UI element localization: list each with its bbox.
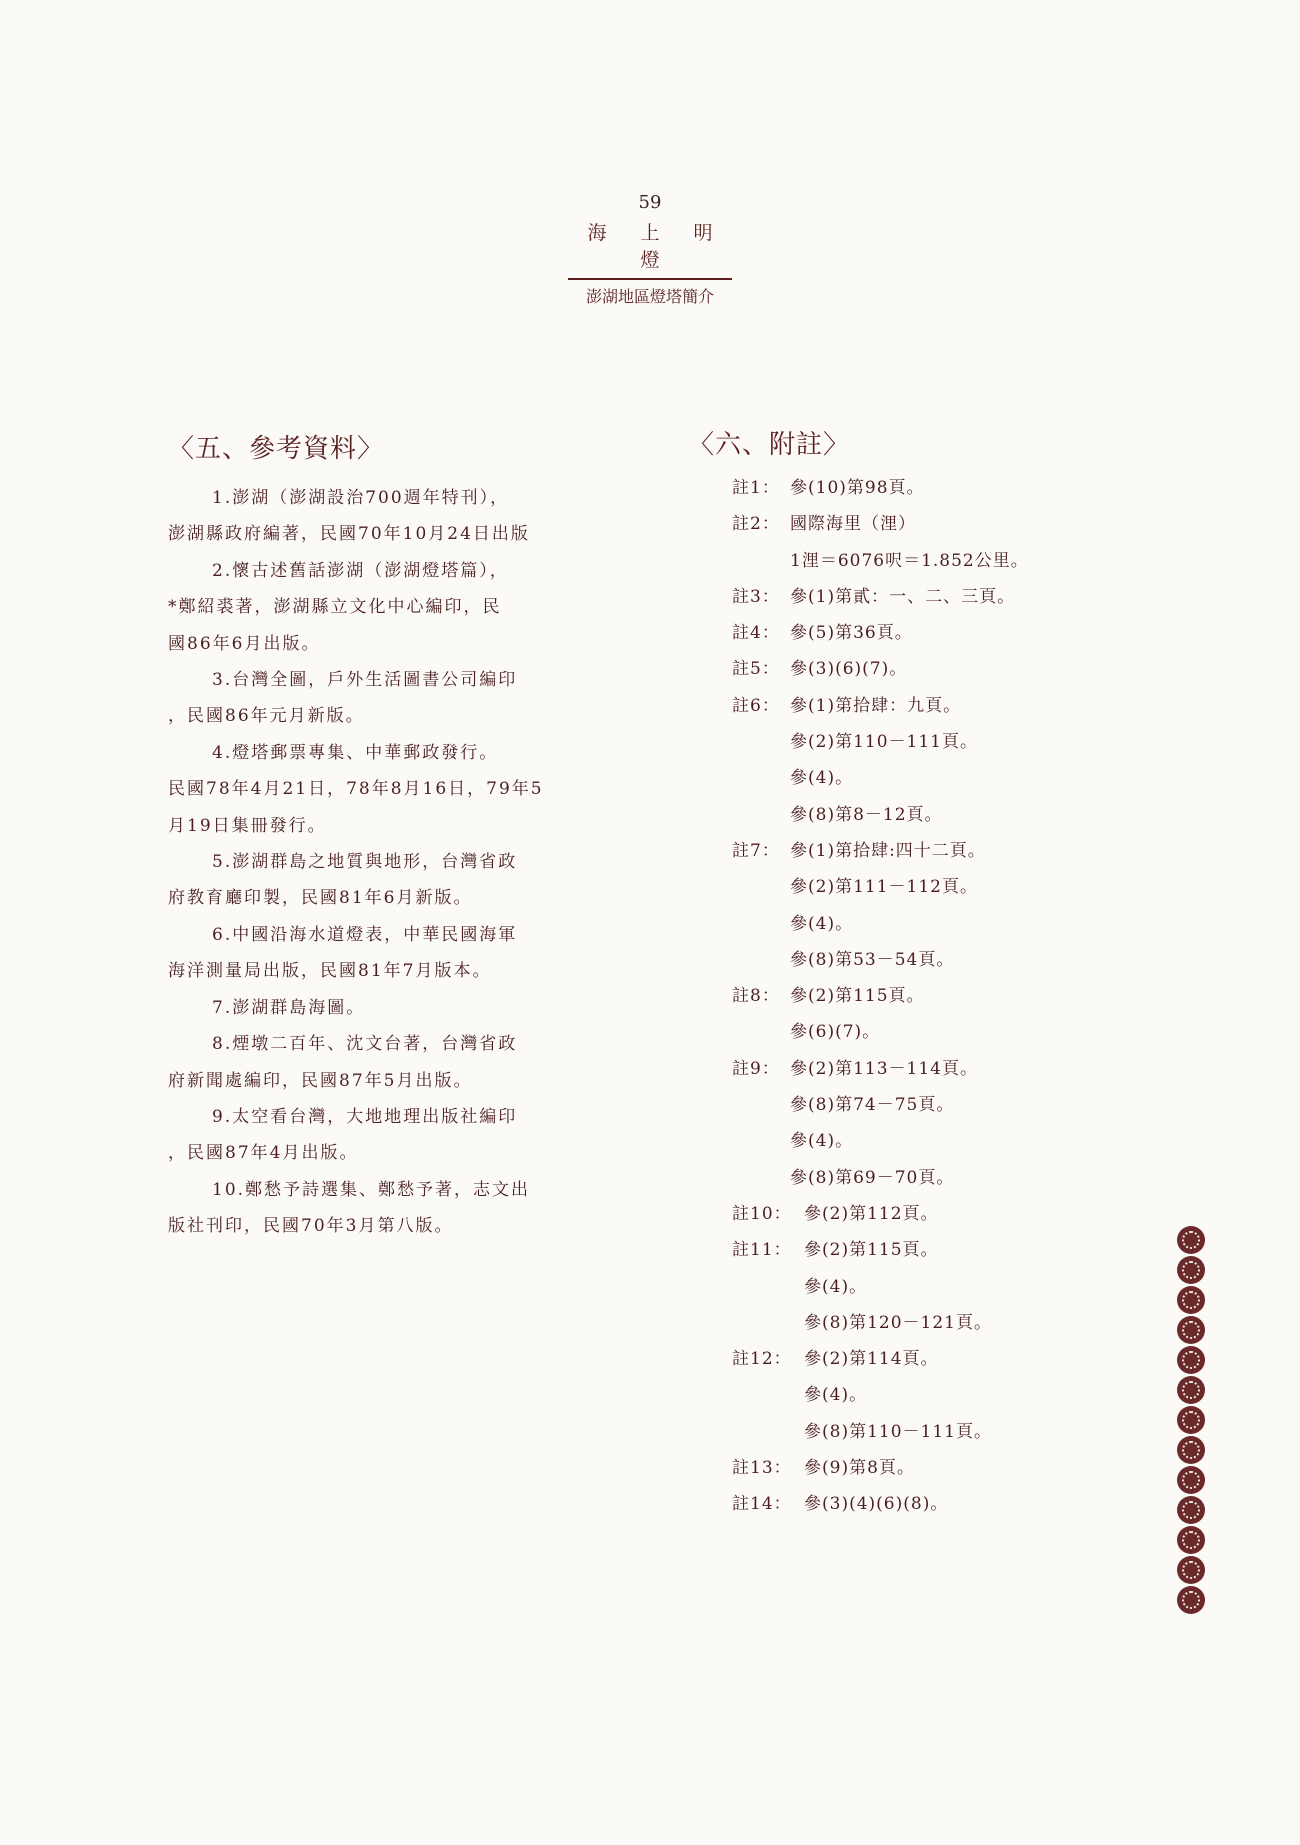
- note-line: [732, 760, 1112, 796]
- running-header: [560, 218, 740, 307]
- note-text: 參(2)第110－111頁。: [790, 732, 978, 753]
- note-line: [732, 1414, 1112, 1450]
- note-text: 參(3)(6)(7)。: [790, 659, 908, 680]
- note-label: 註12：: [732, 1349, 792, 1370]
- reference-line: ，民國86年元月新版。: [168, 706, 365, 727]
- note-line: [732, 1087, 1112, 1123]
- emblem-icon: [1177, 1226, 1205, 1254]
- reference-line: 版社刊印，民國70年3月第八版。: [168, 1216, 454, 1237]
- reference-line: 7.澎湖群島海圖。: [212, 997, 366, 1018]
- header-subtitle: 澎湖地區燈塔簡介: [585, 287, 714, 306]
- note-line: [732, 1486, 1112, 1522]
- reference-line: 澎湖縣政府編著，民國70年10月24日出版: [168, 524, 530, 545]
- emblem-icon: [1177, 1316, 1205, 1344]
- emblem-icon: [1177, 1526, 1205, 1554]
- note-text: 參(8)第74－75頁。: [790, 1095, 955, 1116]
- reference-line: 國86年6月出版。: [168, 633, 321, 654]
- reference-line: 月19日集冊發行。: [168, 815, 327, 836]
- note-text: 參(3)(4)(6)(8)。: [804, 1494, 949, 1515]
- references-heading: 〈五、參考資料〉: [168, 434, 385, 464]
- note-text: 參(8)第110－111頁。: [804, 1421, 992, 1442]
- note-line: [732, 579, 1112, 615]
- note-line: [732, 978, 1112, 1014]
- note-text: 參(1)第拾肆：九頁。: [790, 695, 962, 716]
- note-text: 參(10)第98頁。: [790, 478, 925, 498]
- note-label: 註10：: [732, 1203, 792, 1224]
- header-title: 海 上 明 燈: [587, 222, 727, 271]
- emblem-icon: [1177, 1346, 1205, 1374]
- note-line: [732, 470, 1112, 506]
- notes-heading: 〈六、附註〉: [688, 430, 851, 460]
- reference-line: 9.太空看台灣，大地地理出版社編印: [212, 1106, 518, 1127]
- note-text: 參(2)第111－112頁。: [790, 877, 978, 898]
- note-line: [732, 506, 1112, 542]
- emblem-icon: [1177, 1406, 1205, 1434]
- note-line: [732, 1341, 1112, 1377]
- reference-line: 府教育廳印製，民國81年6月新版。: [168, 888, 473, 909]
- reference-line: *鄭紹裘著，澎湖縣立文化中心編印，民: [168, 597, 502, 618]
- emblem-icon: [1177, 1286, 1205, 1314]
- note-label: 註6：: [732, 695, 780, 716]
- note-line: [732, 724, 1112, 760]
- note-text: 1浬＝6076呎＝1.852公里。: [790, 550, 1029, 571]
- reference-line: 2.懷古述舊話澎湖（澎湖燈塔篇），: [212, 560, 509, 581]
- note-line: [732, 869, 1112, 905]
- note-line: [732, 1051, 1112, 1087]
- note-text: 參(8)第8－12頁。: [790, 804, 943, 825]
- reference-line: 府新聞處編印，民國87年5月出版。: [168, 1070, 473, 1091]
- note-label: 註13：: [732, 1458, 792, 1479]
- note-line: [732, 1232, 1112, 1268]
- note-text: 參(4)。: [790, 913, 854, 934]
- note-text: 參(4)。: [804, 1385, 868, 1406]
- emblem-icon: [1177, 1466, 1205, 1494]
- note-text: 參(2)第115頁。: [790, 986, 925, 1007]
- emblem-icon: [1177, 1256, 1205, 1284]
- reference-line: ，民國87年4月出版。: [168, 1143, 359, 1164]
- note-line: [732, 1450, 1112, 1486]
- note-label: 註8：: [732, 986, 780, 1007]
- emblem-icon: [1177, 1586, 1205, 1614]
- note-line: [732, 543, 1112, 579]
- note-label: 註1：: [732, 478, 780, 498]
- note-line: [732, 1377, 1112, 1413]
- reference-line: 4.燈塔郵票專集、中華郵政發行。: [212, 742, 499, 763]
- note-line: [732, 651, 1112, 687]
- emblem-icon: [1177, 1376, 1205, 1404]
- reference-line: 1.澎湖（澎湖設治700週年特刊），: [212, 488, 510, 508]
- note-text: 參(1)第貳：一、二、三頁。: [790, 586, 1016, 607]
- note-text: 參(6)(7)。: [790, 1022, 881, 1043]
- note-text: 參(4)。: [790, 1131, 854, 1152]
- note-label: 註5：: [732, 659, 780, 680]
- note-label: 註7：: [732, 840, 780, 861]
- note-label: 註14：: [732, 1494, 792, 1515]
- emblem-icon: [1177, 1496, 1205, 1524]
- note-line: [732, 1305, 1112, 1341]
- reference-line: 海洋測量局出版，民國81年7月版本。: [168, 961, 492, 982]
- note-label: 註2：: [732, 514, 780, 535]
- note-text: 參(2)第114頁。: [804, 1349, 939, 1370]
- page-number: 59: [638, 192, 662, 213]
- notes-list: [732, 470, 1112, 1523]
- header-divider: [568, 278, 732, 280]
- note-line: [732, 797, 1112, 833]
- reference-line: 8.煙墩二百年、沈文台著，台灣省政: [212, 1034, 518, 1055]
- note-text: 國際海里（浬）: [790, 514, 916, 535]
- note-text: 參(9)第8頁。: [804, 1458, 915, 1479]
- note-line: [732, 688, 1112, 724]
- note-text: 參(8)第53－54頁。: [790, 949, 955, 970]
- note-line: [732, 615, 1112, 651]
- note-text: 參(8)第120－121頁。: [804, 1312, 992, 1333]
- reference-line: 6.中國沿海水道燈表，中華民國海軍: [212, 924, 518, 945]
- note-label: 註3：: [732, 586, 780, 607]
- note-line: [732, 906, 1112, 942]
- note-line: [732, 942, 1112, 978]
- note-line: [732, 1269, 1112, 1305]
- reference-line: 10.鄭愁予詩選集、鄭愁予著，志文出: [212, 1179, 531, 1200]
- note-line: [732, 1160, 1112, 1196]
- note-label: 註4：: [732, 623, 780, 644]
- note-text: 參(2)第112頁。: [804, 1203, 939, 1224]
- decorative-emblem-column: [1176, 1226, 1206, 1616]
- note-line: [732, 1196, 1112, 1232]
- note-line: [732, 1123, 1112, 1159]
- reference-line: 5.澎湖群島之地質與地形，台灣省政: [212, 852, 518, 873]
- note-text: 參(4)。: [804, 1276, 868, 1297]
- reference-line: 3.台灣全圖，戶外生活圖書公司編印: [212, 670, 518, 691]
- note-line: [732, 833, 1112, 869]
- emblem-icon: [1177, 1436, 1205, 1464]
- note-text: 參(1)第拾肆:四十二頁。: [790, 840, 986, 861]
- note-label: 註9：: [732, 1058, 780, 1079]
- note-text: 參(2)第113－114頁。: [790, 1058, 978, 1079]
- note-line: [732, 1014, 1112, 1050]
- reference-line: 民國78年4月21日，78年8月16日，79年5: [168, 779, 544, 800]
- note-text: 參(8)第69－70頁。: [790, 1167, 955, 1188]
- note-text: 參(2)第115頁。: [804, 1240, 939, 1261]
- note-text: 參(5)第36頁。: [790, 623, 913, 644]
- note-text: 參(4)。: [790, 768, 854, 789]
- references-list: [168, 480, 578, 1245]
- emblem-icon: [1177, 1556, 1205, 1584]
- note-label: 註11：: [732, 1240, 792, 1261]
